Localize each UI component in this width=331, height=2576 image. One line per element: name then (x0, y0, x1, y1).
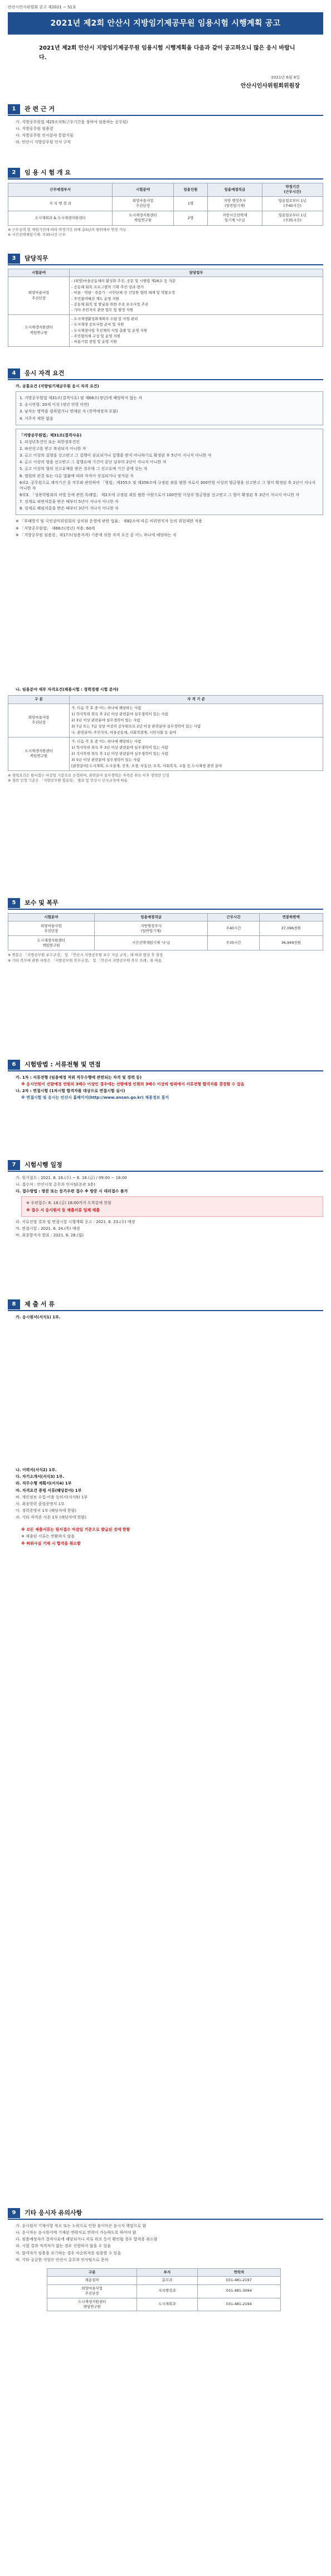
table-cell: 지방 행정주사 (일반임기제) (208, 196, 262, 211)
table-header: 임용인원 (173, 183, 207, 197)
subsection-title: 가. 공통요건 (지방임기제공무원 응시 자격 요건) (16, 384, 99, 389)
notice-number: 안산시인사위원회 공고 제2021 − 51호 (8, 5, 76, 9)
list-item: 나. 접수처 : 안산시청 총무과 인사팀(본관 3층) (16, 1182, 95, 1187)
table-header: 임용예정직급 (94, 914, 208, 921)
section-title: 임 용 시 험 개 요 (25, 169, 71, 177)
disqualification-box (16, 429, 323, 516)
issuing-org: 안산시인사위원회위원장 (240, 83, 300, 89)
section-legal-basis (8, 104, 323, 147)
table-cell: 031-481-3094 (197, 2284, 281, 2298)
table-cell: 희망마을사업 추진단장 (113, 196, 174, 211)
table-cell: 채용절차 (47, 2277, 137, 2284)
table-note: ※ 시간선택제임기제: 주35시간 근무 (8, 232, 66, 237)
table-cell: 지방행정주사 (일반임기제) (94, 921, 208, 936)
table-note: ※ 기타 복무에 관한 사항은 「지방공무원 복무규정」 및 「안산시 지방공무원 복무 조례」를 따름 (8, 958, 162, 963)
table-header: 시험분야 (8, 914, 95, 921)
table-cell: 도시계획과 & 도시재생지원센터 (8, 211, 113, 225)
table-header: 임용예정직급 (208, 183, 262, 197)
list-item: 6. 법원의 판결 또는 다른 법률에 따라 자격이 상실되거나 정지된 자 (20, 473, 134, 478)
table-header: 시험분야 (113, 183, 174, 197)
table-cell: 가. 다음 각 호 중 어느 하나에 해당하는 사람 1) 학사학위 취득 후 3년 이상 관련분야 실무경력이 있는 사람 2) 석사학위 취득 후 1년 이상 관련분야 실무경력이 있는 사람 3) 5년 이상 관련분야 실무경력이 있는 사람 [관련분야] 도시계획, 도시설계, 건축, 조경, 부동산, 토목, 사회복지, 교통 등 도시재생 관련 분야 (70, 737, 323, 770)
list-item: ※ 우편접수: 6. 18.(금) 18:00까지 도착분에 한함 (26, 1201, 111, 1206)
note-text: ※ 제출된 서류는 반환하지 않음 (21, 1534, 75, 1539)
list-item: 가. 원서접수 : 2021. 6. 16.(수) ~ 6. 18.(금) / 09:00 ~ 18:00 (16, 1176, 127, 1180)
list-item: 가. 응시원서 기재사항 착오 또는 누락으로 인한 불이익은 응시자 책임으로 함 (16, 2224, 147, 2228)
list-item: 아. 경력증명서 1부 (해당자에 한함) (16, 1508, 76, 1513)
duties-table (8, 269, 323, 347)
list-item: 가. 응시원서(서식1) 1부. (16, 1315, 61, 1319)
section-title: 제 출 서 류 (25, 1301, 55, 1308)
section-title: 응시 자격 요건 (25, 370, 65, 377)
section-number: 7 (8, 1160, 20, 1170)
list-item: 1. 지방공무원법 제31조(결격사유) 및 제66조(정년)에 해당하지 않는 자 (20, 396, 143, 401)
pay-table (8, 913, 323, 950)
table-header: 근무예정부서 (8, 183, 113, 197)
table-cell: 가. 다음 각 호 중 어느 하나에 해당하는 사람 1) 학사학위 취득 후 2년 이상 관련분야 실무경력이 있는 사람 2) 3년 이상 관련분야 실무경력이 있는 사람 3) 7급 또는 7급 상당 이상의 공무원으로 2년 이상 관련분야 실무경력이 있는 사람 나. 관련분야: 주민자치, 마을공동체, 사회적경제, 시민사회 등 분야 (70, 704, 323, 737)
table-cell: 자치행정과 (137, 2284, 197, 2298)
table-cell: 희망마을사업 추진단장 (8, 704, 70, 737)
table-cell: 37,096천원 (259, 921, 323, 936)
list-item: 나. 응시자는 응시원서에 기재된 연락처로 연락이 가능하도록 하여야 함 (16, 2230, 137, 2235)
table-cell: 주35시간 (208, 936, 259, 950)
table-cell: 도시재생지원센터 책임연구원 (47, 2298, 137, 2311)
table-header: 구분 (47, 2268, 137, 2276)
list-item: 바. 개인정보 수집·이용 동의서(서식5) 1부 (16, 1495, 88, 1500)
list-item: 가. 지방공무원법 제25조의5(근무기간을 정하여 임용하는 공무원) (16, 120, 128, 124)
list-item: 나. 지방공무원 임용령 (16, 127, 53, 132)
section-title: 시험방법 : 서류전형 및 면접 (25, 1061, 101, 1069)
table-cell: 031-481-2194 (197, 2298, 281, 2311)
note-text: ※ 「지방공무원법」 제66조(정년) 적용: 60세 (16, 526, 95, 531)
table-header: 근무시간 (208, 914, 259, 921)
list-item: 마. 면접시험 : 2021. 6. 24.(목) 예정 (16, 1226, 80, 1231)
postal-notice-box (21, 1196, 323, 1216)
list-item: 나. 이력서(서식2) 1부. (16, 1468, 57, 1473)
list-item: 사. 최종학력 졸업증명서 1부 (16, 1501, 65, 1506)
section-number: 9 (8, 2208, 20, 2218)
table-cell: 2명 (173, 211, 207, 225)
section-number: 8 (8, 1299, 20, 1309)
list-item: 라. 시험 결과 적격자가 없는 경우 선발하지 않을 수 있음 (16, 2244, 111, 2249)
list-item: 6의2. 공무원으로 재직기간 중 직무와 관련하여 「형법」제355조 및 제356조에 규정된 죄를 범한 자로서 300만원 이상의 벌금형을 선고받고 그 형이 확정된 후 2년이 지나지 아니한 자 (20, 480, 316, 491)
list-item: 3. 금고 이상의 실형을 선고받고 그 집행이 종료되거나 집행을 받지 아니하기로 확정된 후 5년이 지나지 아니한 자 (20, 453, 212, 458)
section-number: 2 (8, 168, 20, 178)
section-notices (8, 2208, 323, 2311)
section-title: 시험시행 일정 (25, 1161, 62, 1169)
table-cell: 희망마을사업 추진단장 (47, 2284, 137, 2298)
table-cell: - 도시재생활성화계획의 수립 및 사업 관리 - 도시재생 공모사업 준비 및 지원 - 도시재생사업 추진체의 사업 총괄 및 운영 지원 - 주민협의체 구성 및 운영 지원 - 마을기업 창업 및 운영 지원 (70, 314, 323, 346)
section-title: 관 련 근 거 (25, 105, 55, 113)
list-item: 바. 기타 궁금한 사항은 안산시 총무과 인사팀으로 문의 (16, 2257, 109, 2262)
section-title: 보수 및 복무 (25, 899, 59, 907)
list-item: 가. 1차 : 서류전형 (임용예정 직위 직무수행에 관련되는 자격 및 경력 등) (16, 1075, 142, 1080)
list-item: 바. 최종합격자 발표 : 2021. 6. 28.(월) (16, 1233, 84, 1238)
contact-table (47, 2268, 281, 2312)
section-number: 3 (8, 254, 20, 264)
section-detailed-requirements (8, 686, 323, 784)
section-title: 담당직무 (25, 255, 48, 263)
table-header: 연락처 (197, 2268, 281, 2276)
section-number: 4 (8, 368, 20, 379)
table-cell: 도시재생지원센터 책임연구원 (8, 314, 70, 346)
list-item: 8. 징계로 해임처분을 받은 때부터 3년이 지나지 아니한 자 (20, 506, 119, 511)
section-documents (8, 1299, 323, 1547)
table-note: ※ 연봉은 「지방공무원 보수규정」 및 「안산시 지방공무원 보수 지급 규칙」에 따라 협상 후 결정 (8, 953, 163, 958)
section-title: 기타 응시자 유의사항 (25, 2209, 82, 2217)
subsection-title: 나. 임용분야 세부 자격요건(채용시험 : 경력경쟁 시험 분야) (16, 687, 119, 692)
list-item: 마. 합격자가 임용을 포기하는 경우 차순위자를 임용할 수 있음 (16, 2250, 121, 2255)
list-item: 다. 자기소개서(서식3) 1부. (16, 1474, 65, 1479)
requirements-table (8, 695, 323, 771)
section-schedule (8, 1160, 323, 1239)
table-cell: 도시재생지원센터 책임연구원 (8, 936, 95, 950)
list-item: 1. 피성년후견인 또는 피한정후견인 (20, 439, 80, 444)
list-item: 2. 파산선고를 받고 복권되지 아니한 자 (20, 446, 86, 451)
section-eligibility (8, 368, 323, 539)
page-banner: 2021년 제2회 안산시 지방임기제공무원 임용시험 시행계획 공고 (8, 12, 323, 35)
table-note: ※ 경력요건은 원서접수 마감일 기준으로 산정하며, 관련분야 실무경력은 자격증 취득 이후 경력만 인정 (8, 773, 169, 778)
table-header: 자 격 기 준 (70, 696, 323, 704)
section-number: 6 (8, 1060, 20, 1070)
list-item: 라. 서류전형 결과 및 면접시험 시행계획 공고 : 2021. 6. 23.(수) 예정 (16, 1219, 135, 1224)
list-item: 다. 지방공무원 인사분야 통합지침 (16, 133, 74, 138)
table-header: 연봉하한액 (259, 914, 323, 921)
table-header: 약정기간 (근무시간) (262, 183, 323, 197)
list-item: 다. 접수방법 : 방문 또는 등기우편 접수 ※ 방문 시 대리접수 불가 (16, 1189, 128, 1194)
list-item: 마. 자격요건 증빙 서류(해당분야) 1부 (16, 1488, 82, 1493)
section-pay (8, 898, 323, 963)
list-item: 다. 임용예정자가 결격사유에 해당되거나 서류 위조 등이 확인될 경우 합격을 취소함 (16, 2237, 158, 2242)
table-cell: 도시재생지원센터 책임연구원 (113, 211, 174, 225)
list-item: ※ 응시인원이 선발예정 인원의 3배수 이상인 경우에는 선발예정 인원의 3배수 이상의 범위에서 서류전형 합격자를 결정할 수 있음 (21, 1082, 245, 1087)
table-cell: 임용일로부터 1년 (주35시간) (262, 211, 323, 225)
table-cell: - (희망)마을공동체의 활성화 추진, 공문 및 시행령 제26조 등 자문 - 공동체 회복 프로그램의 기획·추진·성과 평가 - 마을 · 역량 · 전문가 · 시민단체 간 긴밀한 협력 체계 및 역할조정 - 주민참여예산 제도 운영 지원 - 공동체 회복 및 발굴을 위한 주요 보조사업 추진 - 기타 주민자치 관련 업무 및 행정 지원 (70, 277, 323, 314)
list-item: 2. 응시연령: 20세 이상 (정년 연령 미만) (20, 402, 89, 407)
list-item: 나. 2차 : 면접시험 (1차시험 합격자를 대상으로 면접시험 실시) (16, 1089, 125, 1094)
list-item: ※ 면접시험 및 응시는 안산시 홈페이지(http://www.ansan.go.kr) 채용정보 통지 (21, 1095, 169, 1100)
table-cell: 자 치 행 정 과 (8, 196, 113, 211)
overview-table (8, 183, 323, 226)
table-note: ※ 근무실적 및 재임기간에 따라 약정기간 외에 총5년의 범위에서 연장 가능 (8, 227, 126, 232)
list-item: 7. 징계로 파면처분을 받은 때부터 5년이 지나지 아니한 자 (20, 499, 119, 504)
section-exam-method (8, 1059, 323, 1102)
note-text: ※ 「부패방지 및 국민권익위원회의 설치와 운영에 관한 법률」 제82조에 따른 비위면직자 등의 취업제한 적용 (16, 519, 202, 524)
list-item: 4. 금고 이상의 형을 선고받고 그 집행유예 기간이 끝난 날부터 2년이 지나지 아니한 자 (20, 460, 167, 465)
section-number: 5 (8, 898, 20, 908)
list-item: 5. 금고 이상의 형의 선고유예를 받은 경우에 그 선고유예 기간 중에 있는 자 (20, 467, 148, 472)
note-text: ※ 모든 제출서류는 원서접수 마감일 기준으로 발급된 것에 한함 (21, 1527, 130, 1532)
notice-date: 2021년 6월 8일 (271, 75, 300, 80)
list-item: ※ 접수 시 응시원서 등 제출서류 일체 제출 (26, 1207, 100, 1212)
table-cell: 031-481-2197 (197, 2277, 281, 2284)
table-cell: 희망마을사업 추진단장 (8, 921, 95, 936)
table-header: 구 분 (8, 696, 70, 704)
table-cell: 36,949천원 (259, 936, 323, 950)
table-cell: 지방시간선택제 임기제 '나'급 (208, 211, 262, 225)
table-cell: 총무과 (137, 2277, 197, 2284)
section-duties (8, 253, 323, 347)
table-header: 부서 (137, 2268, 197, 2276)
table-cell: 도시계획과 (137, 2298, 197, 2311)
section-exam-overview (8, 167, 323, 238)
box-title: 「지방공무원법」제31조(결격사유) (20, 433, 82, 438)
list-item: 자. 기타 자격증 사본 1부 (해당자에 한함) (16, 1515, 86, 1520)
table-cell: 희망마을사업 추진단장 (8, 277, 70, 314)
section-number: 1 (8, 104, 20, 114)
intro-text: 2021년 제2회 안산시 지방임기제공무원 임용시험 시행계획을 다음과 같이 공고하오니 많은 응시 바랍니다. (39, 45, 295, 61)
table-cell: 임용일로부터 1년 (주40시간) (262, 196, 323, 211)
list-item: 라. 직무수행 계획서(서식4) 1부 (16, 1481, 72, 1486)
table-header: 담당업무 (70, 269, 323, 277)
table-cell: 1명 (173, 196, 207, 211)
common-requirements-box (16, 391, 323, 425)
list-item: 3. 남자는 병역을 필하였거나 면제된 자 (전역예정자 포함) (20, 409, 118, 414)
table-header: 시험분야 (8, 269, 70, 277)
list-item: 6의3. 「성폭력범죄의 처벌 등에 관한 특례법」 제2조에 규정된 죄를 범한 사람으로서 100만원 이상의 벌금형을 선고받고 그 형이 확정된 후 3년이 지나지 아니한 자 (20, 492, 300, 497)
table-cell: 시간선택제임기제 '나'급 (94, 936, 208, 950)
note-text: ※ 「지방공무원 임용령」제17조(임용자격) 기준에 의한 자격 요건 중 어느 하나에 해당하는 자 (16, 532, 177, 537)
list-item: 라. 안산시 지방공무원 인사 규칙 (16, 140, 71, 145)
table-cell: 도시재생지원센터 책임연구원 (8, 737, 70, 770)
list-item: 4. 거주지 제한 없음 (20, 416, 53, 421)
table-cell: 주40시간 (208, 921, 259, 936)
note-text: ※ 허위사실 기재 시 합격을 취소함 (21, 1541, 81, 1546)
table-note: ※ 경력 인정 기준은 「지방공무원 임용령」 별표 및 안산시 인사규칙에 따름 (8, 778, 128, 783)
